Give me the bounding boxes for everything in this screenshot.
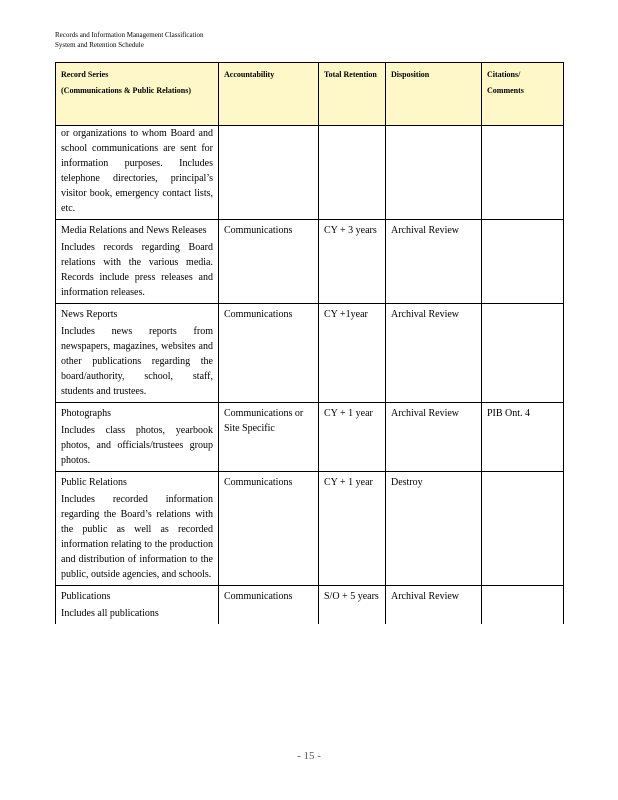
record-series-cell — [56, 586, 219, 625]
citations-cell — [482, 126, 564, 220]
record-series-description: Includes news reports from newspapers, magazines, websites and other publications regarding the board/authority, school, staff, students and trustees. — [61, 326, 213, 397]
citations-cell — [482, 586, 564, 625]
citations-cell: PIB Ont. 4 — [482, 403, 564, 472]
table-row — [56, 220, 564, 304]
col-header-accountability: Accountability — [219, 63, 319, 126]
record-series-description: Includes records regarding Board relations with the various media. Records include press releases and information releases. — [61, 242, 213, 298]
table-row — [56, 472, 564, 586]
disposition-cell: Archival Review — [386, 403, 482, 472]
table-row — [56, 586, 564, 625]
accountability-cell: Communications — [219, 472, 319, 586]
col-header-citations: Citations/ Comments — [482, 63, 564, 126]
table-header-row — [56, 63, 564, 126]
table-row — [56, 403, 564, 472]
table-row — [56, 126, 564, 220]
page-number: - 15 - — [297, 750, 321, 762]
citations-cell — [482, 472, 564, 586]
retention-cell: CY + 1 year — [319, 403, 386, 472]
disposition-cell — [386, 126, 482, 220]
record-series-cell — [56, 220, 219, 304]
retention-cell: CY + 3 years — [319, 220, 386, 304]
record-series-title: Media Relations and News Releases — [61, 225, 207, 236]
disposition-cell: Archival Review — [386, 586, 482, 625]
header-line-1: Records and Information Management Classification — [55, 31, 204, 39]
retention-schedule-table — [55, 62, 564, 624]
record-series-cell — [56, 126, 219, 220]
record-series-title: Photographs — [61, 408, 111, 419]
col-header-record-series-sub: (Communications & Public Relations) — [61, 86, 191, 95]
record-series-title: Public Relations — [61, 477, 127, 488]
retention-cell: CY + 1 year — [319, 472, 386, 586]
retention-cell — [319, 126, 386, 220]
record-series-title: News Reports — [61, 309, 118, 320]
retention-cell: CY +1year — [319, 304, 386, 403]
header-line-2: System and Retention Schedule — [55, 41, 144, 49]
col-header-disposition: Disposition — [386, 63, 482, 126]
col-header-total-retention: Total Retention — [319, 63, 386, 126]
disposition-cell: Archival Review — [386, 304, 482, 403]
accountability-cell: Communications — [219, 586, 319, 625]
col-header-record-series-label: Record Series — [61, 70, 109, 79]
record-series-description: Includes class photos, yearbook photos, and officials/trustees group photos. — [61, 425, 213, 466]
accountability-cell: Communications — [219, 304, 319, 403]
record-series-description: Includes all publications — [61, 608, 159, 619]
citations-cell — [482, 304, 564, 403]
record-series-description: or organizations to whom Board and school communications are sent for information purposes. Includes telephone directories, principal’s visitor book, emergency contact lists, etc. — [61, 128, 213, 214]
disposition-cell: Destroy — [386, 472, 482, 586]
record-series-description: Includes recorded information regarding the Board’s relations with the public as well as recorded information relating to the production and distribution of information to the public, outside agencies, and schools. — [61, 494, 213, 580]
record-series-cell — [56, 472, 219, 586]
col-header-record-series — [56, 63, 219, 126]
accountability-cell: Communications — [219, 220, 319, 304]
accountability-cell — [219, 126, 319, 220]
record-series-cell — [56, 403, 219, 472]
table-row — [56, 304, 564, 403]
retention-cell: S/O + 5 years — [319, 586, 386, 625]
citations-cell — [482, 220, 564, 304]
accountability-cell: Communications or Site Specific — [219, 403, 319, 472]
record-series-cell — [56, 304, 219, 403]
record-series-title: Publications — [61, 591, 111, 602]
disposition-cell: Archival Review — [386, 220, 482, 304]
document-header — [55, 30, 355, 50]
